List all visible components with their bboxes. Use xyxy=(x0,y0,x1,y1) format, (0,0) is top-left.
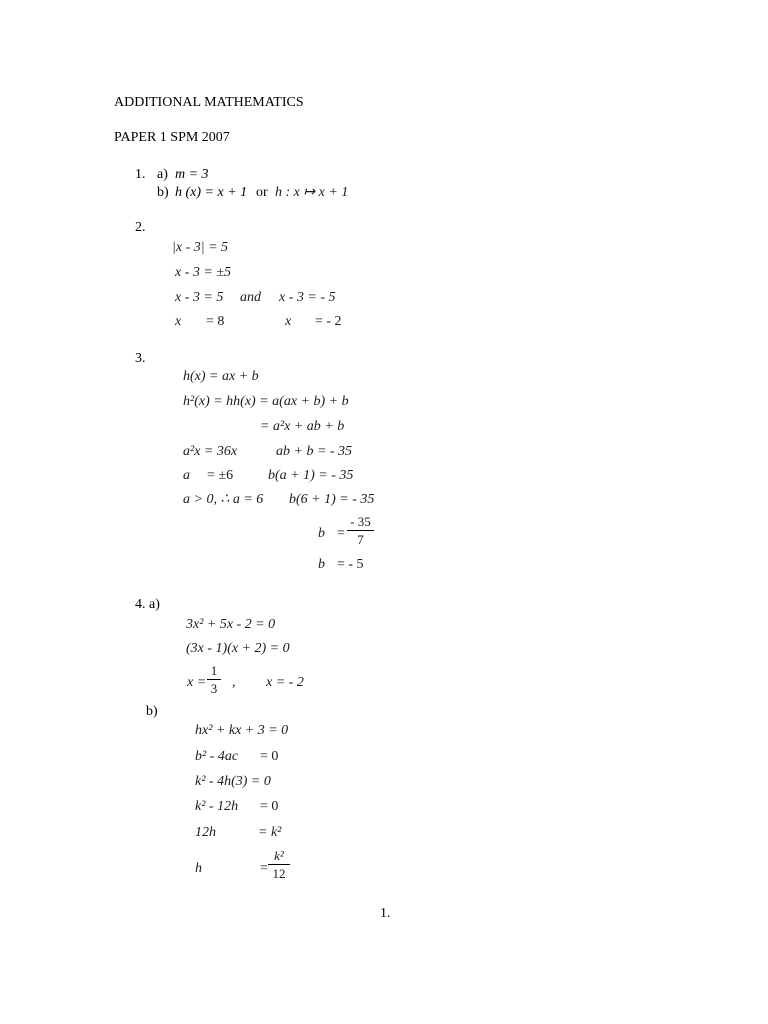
q4a-fraction-bar xyxy=(207,679,221,680)
q3-line-5b: b(a + 1) = - 35 xyxy=(268,468,354,483)
q4b-label: b) xyxy=(146,704,158,719)
q4b-line-2-val: = 0 xyxy=(260,749,279,764)
q4b-line-5: 12h xyxy=(195,825,216,840)
q2-line-4b-var: x xyxy=(285,314,292,329)
q3-line-8-val: = - 5 xyxy=(337,557,364,572)
page-number: 1. xyxy=(380,906,391,921)
q4b-fraction-denominator: 12 xyxy=(272,866,286,881)
q4a-line-2: (3x - 1)(x + 2) = 0 xyxy=(186,641,290,656)
q3-number: 3. xyxy=(135,351,146,366)
q4a-number: 4. a) xyxy=(135,597,160,612)
q4b-line-6-eq: = xyxy=(260,861,268,876)
q4a-fraction-numerator: 1 xyxy=(210,663,218,678)
q4b-line-5-val: = k² xyxy=(258,825,282,840)
q2-line-1: |x - 3| = 5 xyxy=(172,240,229,255)
q3-line-2: h²(x) = hh(x) = a(ax + b) + b xyxy=(183,394,349,409)
q4a-fraction xyxy=(207,663,221,696)
q3-line-8-var: b xyxy=(318,557,325,572)
q4b-line-6-var: h xyxy=(195,861,202,876)
q3-fraction xyxy=(347,514,374,547)
q2-number: 2. xyxy=(135,220,146,235)
q2-and: and xyxy=(240,290,261,305)
q3-line-3: = a²x + ab + b xyxy=(260,419,345,434)
q4b-fraction-bar xyxy=(268,864,290,865)
q3-line-6b: b(6 + 1) = - 35 xyxy=(289,492,375,507)
q3-line-4b: ab + b = - 35 xyxy=(276,444,353,459)
q1b-answer: h (x) = x + 1 xyxy=(175,185,248,200)
q1b-mapping: h : x ↦ x + 1 xyxy=(275,185,349,200)
q2-line-4b-val: = - 2 xyxy=(315,314,342,329)
q3-line-7-var: b xyxy=(318,526,325,541)
q3-line-6a: a > 0, ∴ a = 6 xyxy=(183,492,264,507)
q4b-line-4: k² - 12h xyxy=(195,799,239,814)
q4a-line-1: 3x² + 5x - 2 = 0 xyxy=(186,617,276,632)
q4b-line-3: k² - 4h(3) = 0 xyxy=(195,774,271,789)
q4b-line-2: b² - 4ac xyxy=(195,749,239,764)
q3-fraction-numerator: - 35 xyxy=(350,514,371,529)
q3-fraction-bar xyxy=(347,530,374,531)
q1b-label: b) xyxy=(157,185,169,200)
q1a-answer: m = 3 xyxy=(175,167,209,182)
q3-line-4a: a²x = 36x xyxy=(183,444,238,459)
q2-line-4a-val: = 8 xyxy=(206,314,225,329)
q3-fraction-denominator: 7 xyxy=(357,532,364,547)
q1b-or: or xyxy=(256,185,268,200)
q2-line-3b: x - 3 = - 5 xyxy=(279,290,336,305)
q3-line-1: h(x) = ax + b xyxy=(183,369,259,384)
document-title: ADDITIONAL MATHEMATICS xyxy=(114,95,304,110)
q4a-fraction-denominator: 3 xyxy=(210,681,218,696)
q4b-line-1: hx² + kx + 3 = 0 xyxy=(195,723,289,738)
q4b-fraction-numerator: k² xyxy=(274,848,284,863)
q3-line-5a-var: a xyxy=(183,468,190,483)
q1-number: 1. xyxy=(135,167,146,182)
q4a-line-3-x: x = xyxy=(187,675,207,690)
q3-line-7-eq: = xyxy=(337,526,345,541)
q2-line-3a: x - 3 = 5 xyxy=(175,290,224,305)
q4a-comma: , xyxy=(232,675,236,690)
q4b-line-4-val: = 0 xyxy=(260,799,279,814)
q1a-label: a) xyxy=(157,167,168,182)
q2-line-4a-var: x xyxy=(175,314,182,329)
q4b-fraction xyxy=(268,848,290,881)
q2-line-2: x - 3 = ±5 xyxy=(175,265,232,280)
paper-title: PAPER 1 SPM 2007 xyxy=(114,130,230,145)
q4a-line-3-x2: x = - 2 xyxy=(266,675,304,690)
q3-line-5a-val: = ±6 xyxy=(207,468,234,483)
